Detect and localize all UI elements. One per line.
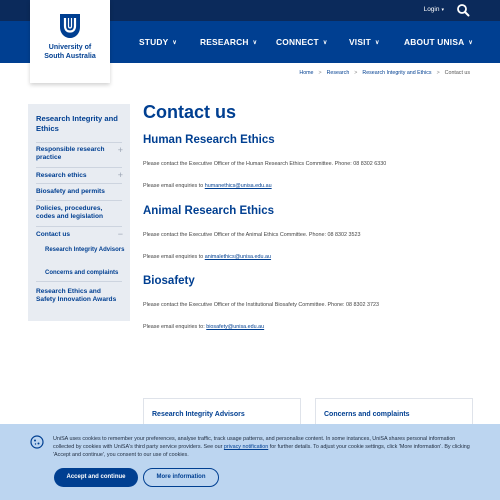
section-heading-biosafety: Biosafety xyxy=(143,275,195,287)
breadcrumb-separator: > xyxy=(354,70,358,76)
expand-plus-icon[interactable]: + xyxy=(117,145,123,155)
chevron-down-icon: ∨ xyxy=(252,40,258,46)
chevron-down-icon: ∨ xyxy=(468,40,473,46)
divider xyxy=(36,167,122,168)
nav-connect[interactable] xyxy=(276,37,327,47)
expand-plus-icon[interactable]: + xyxy=(117,170,123,180)
sidebar-item-policies[interactable] xyxy=(36,205,122,221)
cookie-icon xyxy=(30,435,44,449)
sidebar-item-label: Research Integrity Advisors xyxy=(45,247,125,253)
sidebar-item-label: Responsible research practice xyxy=(36,146,105,161)
breadcrumb-home[interactable]: Home xyxy=(299,70,314,76)
sidebar-item-contact-us[interactable] xyxy=(36,231,122,239)
chevron-down-icon: ▾ xyxy=(441,7,444,13)
chevron-down-icon: ∨ xyxy=(374,40,380,46)
nav-label: STUDY xyxy=(139,37,169,47)
nav-about-unisa[interactable] xyxy=(404,37,473,47)
sidebar-item-responsible-research[interactable] xyxy=(36,146,122,162)
breadcrumb-separator: > xyxy=(318,70,322,76)
animal-ethics-email-link[interactable]: animalethics@unisa.edu.au xyxy=(204,254,272,260)
divider xyxy=(36,226,122,227)
sidebar-item-label: Policies, procedures, codes and legislation xyxy=(36,205,104,220)
sidebar-subitem-concerns-complaints[interactable] xyxy=(45,270,125,278)
logo-wordmark xyxy=(30,44,110,61)
cookie-banner xyxy=(0,424,500,500)
biosafety-email-link[interactable]: biosafety@unisa.edu.au xyxy=(206,324,265,330)
nav-label: RESEARCH xyxy=(200,37,249,47)
collapse-minus-icon[interactable]: − xyxy=(117,229,123,239)
sidebar-item-label: Contact us xyxy=(36,231,71,238)
breadcrumb-separator: > xyxy=(436,70,440,76)
chevron-down-icon: ∨ xyxy=(172,40,177,46)
login-label: Login xyxy=(423,6,440,13)
accept-and-continue-button[interactable]: Accept and continue xyxy=(54,468,138,487)
email-prefix: Please email enquiries to xyxy=(143,183,204,189)
more-information-button[interactable]: More information xyxy=(143,468,219,487)
nav-label: CONNECT xyxy=(276,37,319,47)
logo-line-1: University of xyxy=(48,44,92,51)
page-title: Contact us xyxy=(143,102,237,122)
divider xyxy=(36,281,122,282)
login-link[interactable] xyxy=(424,6,444,13)
biosafety-contact-text: Please contact the Executive Officer of the Institutional Biosafety Committee. Phone: 08 8302 3723 xyxy=(143,302,380,308)
unisa-logo[interactable] xyxy=(30,0,110,83)
sidebar-item-label: Research Ethics and Safety Innovation Awards xyxy=(36,288,117,303)
privacy-notification-link[interactable]: privacy notification xyxy=(223,444,269,450)
biosafety-email-line xyxy=(143,324,264,330)
sidebar-item-label: Research ethics xyxy=(36,172,87,179)
logo-line-2: South Australia xyxy=(44,52,96,60)
animal-ethics-email-line xyxy=(143,254,271,260)
sidebar-heading[interactable]: Research Integrity and Ethics xyxy=(36,114,118,133)
section-heading-animal-ethics: Animal Research Ethics xyxy=(143,205,275,217)
cookie-text-part: UniSA uses cookies to remember your preferences, analyse traffic, track usage patterns, and personalise content. In some instances, UniSA shares personal information collected by cookies with UniSA's third party service providers. See our xyxy=(53,436,456,450)
nav-research[interactable] xyxy=(200,37,257,47)
sidebar-subitem-integrity-advisors[interactable] xyxy=(45,247,125,255)
breadcrumb-research[interactable]: Research xyxy=(326,70,350,76)
chevron-down-icon: ∨ xyxy=(322,40,328,46)
sidebar-item-label: Biosafety and permits xyxy=(36,188,105,195)
nav-label: VISIT xyxy=(349,37,371,47)
card-title: Research Integrity Advisors xyxy=(152,411,245,418)
nav-label: ABOUT UNISA xyxy=(404,37,465,47)
section-heading-human-ethics: Human Research Ethics xyxy=(143,134,275,146)
sidebar xyxy=(28,104,130,321)
animal-ethics-contact-text: Please contact the Executive Officer of the Animal Ethics Committee. Phone: 08 8302 3523 xyxy=(143,232,361,238)
nav-study[interactable] xyxy=(139,37,177,47)
cookie-text-part: for further details. To adjust your cookie settings, click 'More information'. By clicking 'Accept and continue', you consent to our use of cookies. xyxy=(53,444,470,458)
divider xyxy=(36,200,122,201)
sidebar-item-label: Concerns and complaints xyxy=(45,270,119,276)
divider xyxy=(36,142,122,143)
search-icon[interactable] xyxy=(456,3,470,17)
human-ethics-email-line xyxy=(143,183,272,189)
breadcrumb-research-integrity[interactable]: Research Integrity and Ethics xyxy=(362,70,432,76)
logo-mark-icon xyxy=(59,13,81,39)
breadcrumb-current: Contact us xyxy=(444,70,470,76)
human-ethics-email-link[interactable]: humanethics@unisa.edu.au xyxy=(204,183,272,189)
card-title: Concerns and complaints xyxy=(324,411,410,418)
sidebar-item-research-ethics[interactable] xyxy=(36,172,122,180)
human-ethics-contact-text: Please contact the Executive Officer of the Human Research Ethics Committee. Phone: 08 8302 6330 xyxy=(143,161,387,167)
nav-visit[interactable] xyxy=(349,37,380,47)
sidebar-item-biosafety[interactable] xyxy=(36,188,122,196)
email-prefix: Please email enquiries to: xyxy=(143,324,205,330)
cookie-text xyxy=(53,435,473,459)
breadcrumb xyxy=(299,70,470,76)
sidebar-item-awards[interactable] xyxy=(36,288,122,304)
email-prefix: Please email enquiries to xyxy=(143,254,204,260)
divider xyxy=(36,183,122,184)
